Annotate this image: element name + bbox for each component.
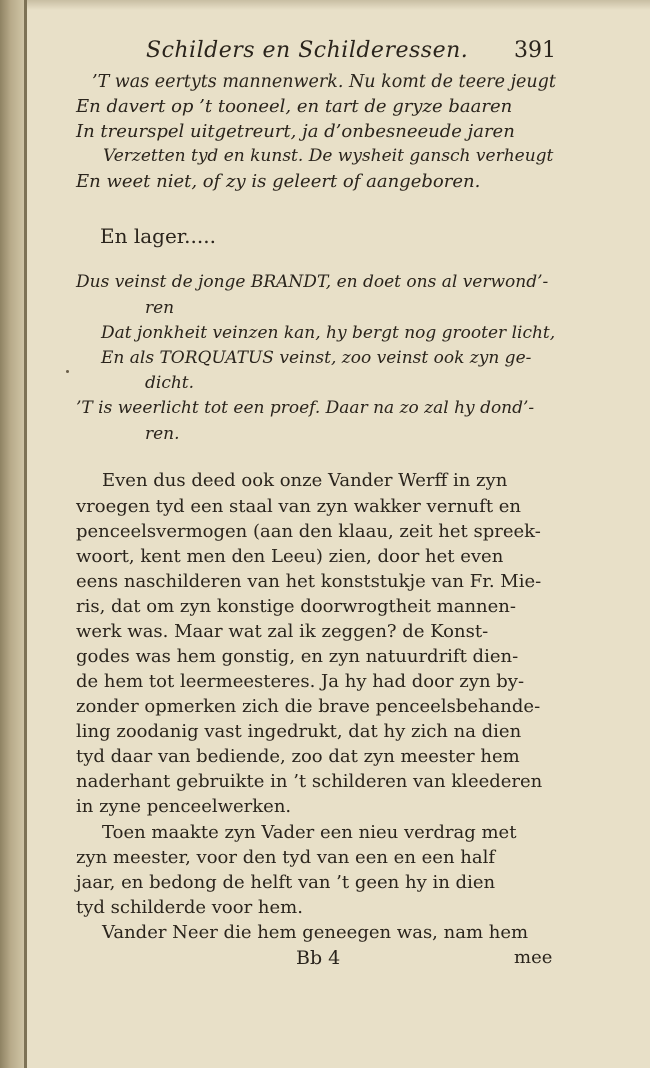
prose-line: tyd schilderde voor hem.	[76, 897, 303, 918]
poem1-line: ’T was eertyts mannenwerk. Nu komt de teere jeugt	[92, 72, 556, 92]
prose-line: zonder opmerken zich die brave penceelsbehande-	[76, 696, 541, 717]
page-top-shadow	[27, 0, 650, 10]
prose-line: tyd daar van bediende, zoo dat zyn meester hem	[76, 746, 520, 767]
prose-line: godes was hem gonstig, en zyn natuurdrift dien-	[76, 646, 519, 667]
poem1-line: In treurspel uitgetreurt, ja d’onbesneeude jaren	[76, 121, 515, 142]
prose-line: de hem tot leermeesteres. Ja hy had door zyn by-	[76, 671, 525, 692]
poem2-line: En als TORQUATUS veinst, zoo veinst ook zyn ge-	[101, 348, 532, 368]
prose-line: Vander Neer die hem geneegen was, nam hem	[102, 922, 529, 943]
poem2-line: dicht.	[145, 373, 195, 393]
prose-line: eens naschilderen van het konststukje van Fr. Mie-	[76, 571, 542, 592]
poem1-line: En davert op ’t tooneel, en tart de gryze baaren	[76, 96, 513, 117]
prose-line: zyn meester, voor den tyd van een en een half	[76, 847, 496, 868]
prose-line: ling zoodanig vast ingedrukt, dat hy zich na dien	[76, 721, 522, 742]
catchword: mee	[514, 947, 553, 968]
running-header	[146, 38, 556, 68]
poem2-line: ’T is weerlicht tot een proef. Daar na zo zal hy dond’-	[76, 398, 535, 418]
prose-line: jaar, en bedong de helft van ’t geen hy in dien	[76, 872, 496, 893]
prose-line: Toen maakte zyn Vader een nieu verdrag met	[102, 822, 517, 843]
poem1-line: En weet niet, of zy is geleert of aangeboren.	[76, 171, 481, 192]
prose-line: naderhant gebruikte in ’t schilderen van kleederen	[76, 771, 543, 792]
prose-line: werk was. Maar wat zal ik zeggen? de Konst-	[76, 621, 489, 642]
poem2-line: ren.	[145, 424, 180, 444]
prose-line: in zyne penceelwerken.	[76, 796, 292, 817]
poem1-line: Verzetten tyd en kunst. De wysheit gansch verheugt	[103, 146, 554, 166]
prose-line: Even dus deed ook onze Vander Werff in zyn	[102, 470, 508, 491]
prose-line: penceelsvermogen (aan den klaau, zeit het spreek-	[76, 521, 541, 542]
prose-line: woort, kent men den Leeu) zien, door het even	[76, 546, 504, 567]
poem2-line: Dat jonkheit veinzen kan, hy bergt nog grooter licht,	[101, 323, 556, 343]
poem2-line: Dus veinst de jonge BRANDT, en doet ons al verwond’-	[76, 272, 549, 292]
signature-mark: Bb 4	[296, 947, 341, 969]
running-title: Schilders en Schilderessen.	[146, 38, 469, 63]
prose-line: vroegen tyd een staal van zyn wakker vernuft en	[76, 496, 522, 517]
page-number: 391	[514, 38, 556, 63]
poem2-line: ren	[145, 298, 175, 318]
book-spine	[0, 0, 24, 1068]
ink-speck	[66, 370, 69, 373]
en-lager: En lager.....	[100, 224, 216, 248]
prose-line: ris, dat om zyn konstige doorwrogtheit mannen-	[76, 596, 516, 617]
